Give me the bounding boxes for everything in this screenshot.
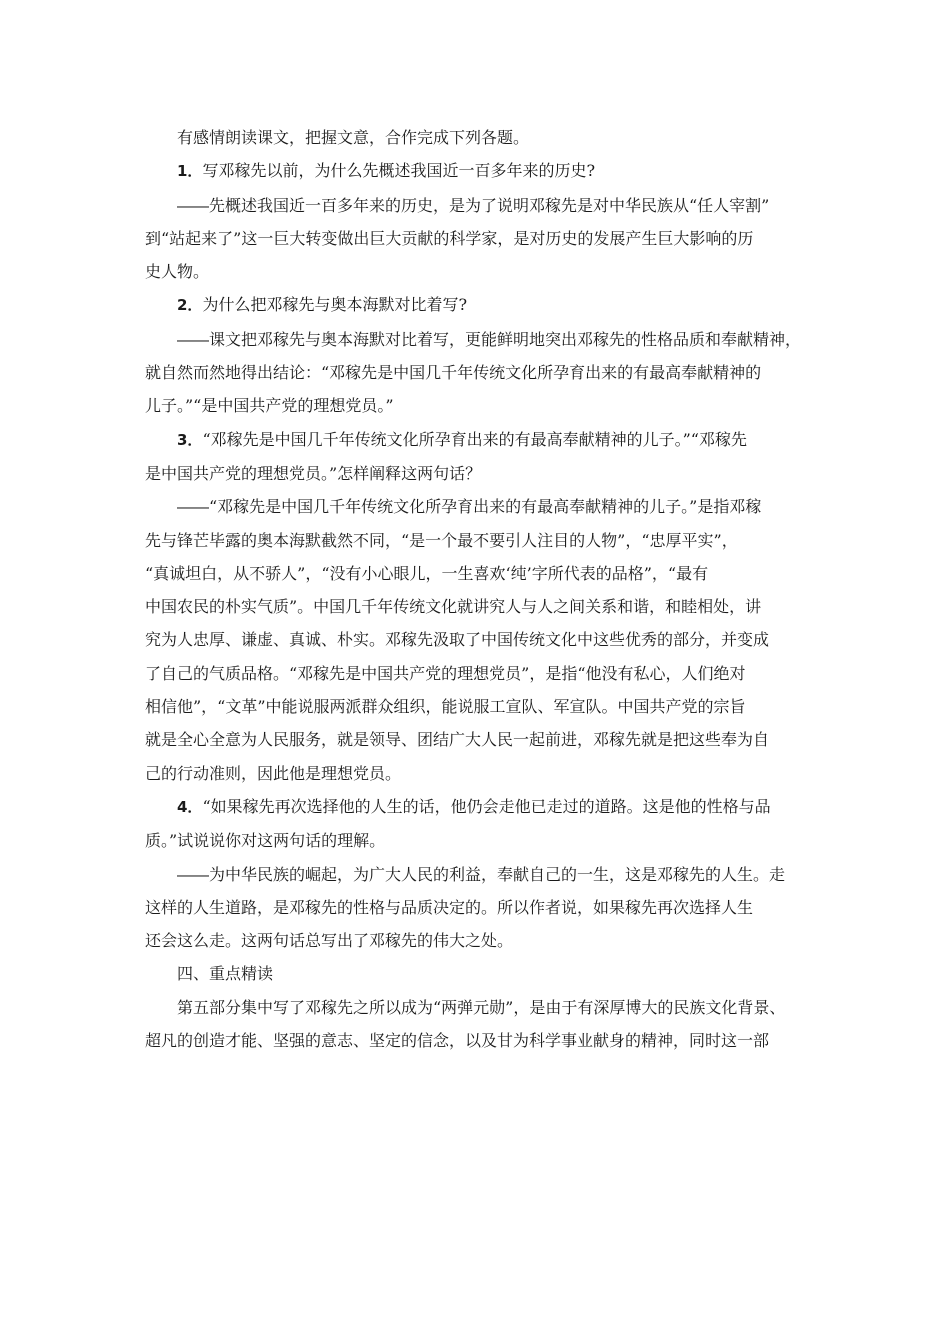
document-body [145,121,825,1057]
answer-line: 先与锋芒毕露的奥本海默截然不同，“是一个最不要引人注目的人物”，“忠厚平实”， [145,530,738,550]
answer-line: 相信他”，“文革”中能说服两派群众组织，能说服工宣队、军宣队。中国共产党的宗旨 [145,697,746,717]
question-number: 2． [177,296,203,315]
question-2 [145,288,825,322]
answer-line: 中国农民的朴实气质”。中国几千年传统文化就讲究人与人之间关系和谐，和睦相处，讲 [145,597,762,617]
question-text: 为什么把邓稼先与奥本海默对比着写? [202,295,468,315]
answer-line: 己的行动准则，因此他是理想党员。 [145,763,402,783]
answer-line: “真诚坦白，从不骄人”，“没有小心眼儿，一生喜欢‘纯’字所代表的品格”，“最有 [145,563,709,583]
question-4 [145,790,825,824]
question-text-line: 质。”试说说你对这两句话的理解。 [145,831,386,851]
answer-line: 究为人忠厚、谦虚、真诚、朴实。邓稼先汲取了中国传统文化中这些优秀的部分，并变成 [145,630,770,650]
intro-paragraph: 有感情朗读课文，把握文意，合作完成下列各题。 [177,128,530,147]
answer-line: ――先概述我国近一百多年来的历史，是为了说明邓稼先是对中华民族从“任人宰割” [177,195,770,215]
answer-line: 儿子。”“是中国共产党的理想党员。” [145,396,394,416]
question-text: “如果稼先再次选择他的人生的话，他仍会走他已走过的道路。这是他的性格与品 [202,796,771,816]
answer-line: ――“邓稼先是中国几千年传统文化所孕育出来的有最高奉献精神的儿子。”是指邓稼 [177,497,762,517]
section-heading: 四、重点精读 [177,964,274,984]
answer-line: 史人物。 [145,262,210,282]
closing-line: 第五部分集中写了邓稼先之所以成为“两弹元勋”，是由于有深厚博大的民族文化背景、 [177,997,786,1017]
answer-line: 就自然而然地得出结论：“邓稼先是中国几千年传统文化所孕育出来的有最高奉献精神的 [145,363,762,383]
question-3 [145,423,825,457]
answer-line: ――课文把邓稼先与奥本海默对比着写，更能鲜明地突出邓稼先的性格品质和奉献精神， [177,329,802,349]
answer-line: 了自己的气质品格。“邓稼先是中国共产党的理想党员”，是指“他没有私心，人们绝对 [145,663,746,683]
answer-line: 还会这么走。这两句话总写出了邓稼先的伟大之处。 [145,931,514,951]
question-1 [145,154,825,188]
answer-line: ――为中华民族的崛起，为广大人民的利益，奉献自己的一生，这是邓稼先的人生。走 [177,864,786,884]
question-number: 1． [177,162,203,181]
closing-line: 超凡的创造才能、坚强的意志、坚定的信念，以及甘为科学事业献身的精神，同时这一部 [145,1031,770,1051]
question-number: 4． [177,797,203,816]
answer-line: 这样的人生道路，是邓稼先的性格与品质决定的。所以作者说，如果稼先再次选择人生 [145,897,754,917]
question-text: “邓稼先是中国几千年传统文化所孕育出来的有最高奉献精神的儿子。”“邓稼先 [202,429,747,449]
answer-line: 到“站起来了”这一巨大转变做出巨大贡献的科学家，是对历史的发展产生巨大影响的历 [145,228,754,248]
question-number: 3． [177,430,203,449]
question-text: 写邓稼先以前，为什么先概述我国近一百多年来的历史? [202,161,596,181]
answer-line: 就是全心全意为人民服务，就是领导、团结广大人民一起前进，邓稼先就是把这些奉为自 [145,730,770,750]
question-text-line: 是中国共产党的理想党员。”怎样阐释这两句话？ [145,463,482,483]
